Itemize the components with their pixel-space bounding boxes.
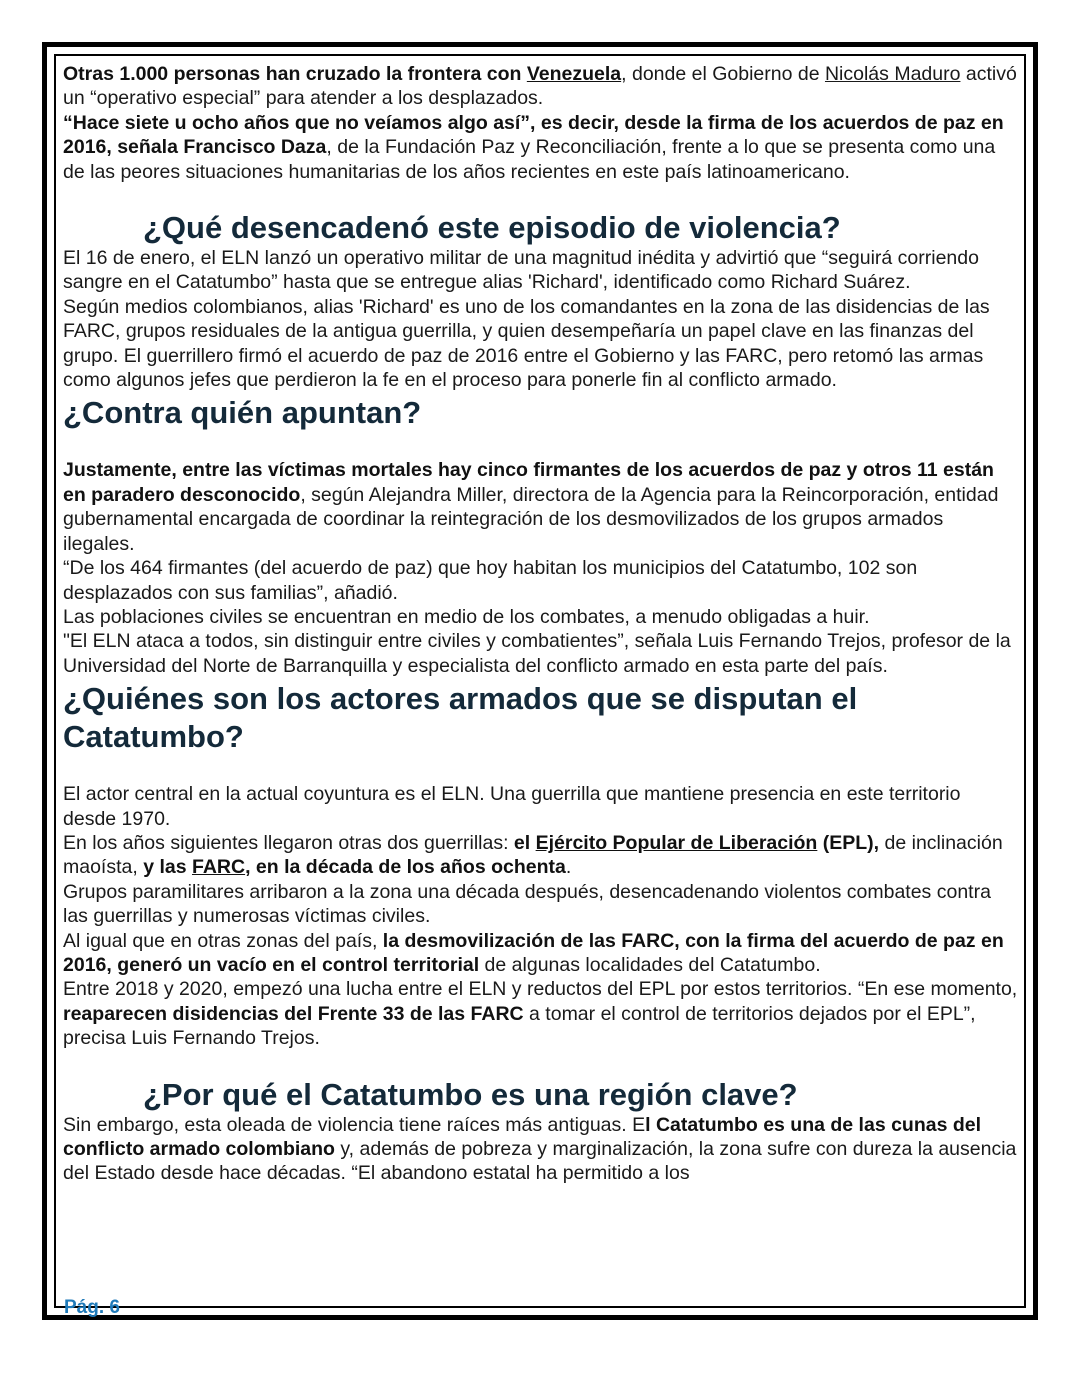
intro-paragraph-1: Otras 1.000 personas han cruzado la frontera con Venezuela, donde el Gobierno de Nicolás Maduro activó un “operativo especial” para atender a los desplazados. (63, 63, 1017, 110)
intro-paragraph-2: “Hace siete u ocho años que no veíamos algo así”, es decir, desde la firma de los acuerdos de paz en 2016, señala Francisco Daza, de la Fundación Paz y Reconciliación, frente a lo que se presenta como una de las peores situaciones humanitarias de los años recientes en este país latinoamericano. (63, 111, 1004, 183)
sec2-paragraph-1: Justamente, entre las víctimas mortales hay cinco firmantes de los acuerdos de paz y otros 11 están en paradero desconocido, según Alejandra Miller, directora de la Agencia para la Reincorporación, entidad gubernamental encargada de coordinar la reintegración de los desmovilizados de los grupos armados ilegales. (63, 459, 999, 555)
sec4-paragraph-1: Sin embargo, esta oleada de violencia tiene raíces más antiguas. El Catatumbo es una de las cunas del conflicto armado colombiano y, además de pobreza y marginalización, la zona sufre con dureza la ausencia del Estado desde hace décadas. “El abandono estatal ha permitido a los (63, 1113, 1017, 1185)
article-body (63, 62, 1018, 1186)
heading-region-clave: ¿Por qué el Catatumbo es una región clave? (143, 1076, 798, 1112)
link-ejercito-popular-de-liberacion[interactable]: Ejército Popular de Liberación (535, 831, 818, 854)
sec3-paragraph-1: El actor central en la actual coyuntura es el ELN. Una guerrilla que mantiene presencia en este territorio desde 1970. (63, 783, 961, 830)
link-venezuela[interactable]: Venezuela (526, 63, 622, 85)
sec3-paragraph-5: Entre 2018 y 2020, empezó una lucha entre el ELN y reductos del EPL por estos territorios. “En ese momento, reaparecen disidencias del Frente 33 de las FARC a tomar el control de territorios dejados por el EPL”, precisa Luis Fernando Trejos. (63, 978, 1018, 1050)
quote-bold-text: “Hace siete u ocho años que no veíamos algo así”, es decir, desde la firma de los acuerdos de paz en 2016, señala Francisco Daza (63, 111, 1004, 159)
sec2-paragraph-4: "El ELN ataca a todos, sin distinguir entre civiles y combatientes”, señala Luis Fernando Trejos, profesor de la Universidad del Norte de Barranquilla y especialista del conflicto armado en esta parte del país. (63, 630, 1011, 677)
sec3-paragraph-2: En los años siguientes llegaron otras dos guerrillas: el Ejército Popular de Liberación (EPL), de inclinación maoísta, y las FARC, en la década de los años ochenta. (63, 831, 1003, 879)
heading-que-desencadeno: ¿Qué desencadenó este episodio de violencia? (143, 210, 841, 246)
intro-bold-text: Otras 1.000 personas han cruzado la frontera con (63, 63, 527, 85)
link-nicolas-maduro[interactable]: Nicolás Maduro (824, 63, 961, 85)
sec1-paragraph-1: El 16 de enero, el ELN lanzó un operativo militar de una magnitud inédita y advirtió que “seguirá corriendo sangre en el Catatumbo” hasta que se entregue alias 'Richard', identificado como Richard Suárez. (63, 247, 979, 294)
heading-contra-quien: ¿Contra quién apuntan? (63, 395, 422, 431)
sec3-paragraph-4: Al igual que en otras zonas del país, la desmovilización de las FARC, con la firma del acuerdo de paz en 2016, generó un vacío en el control territorial de algunas localidades del Catatumbo. (63, 929, 1004, 976)
heading-actores-armados: ¿Quiénes son los actores armados que se disputan el Catatumbo? (63, 681, 858, 755)
sec2-paragraph-2: “De los 464 firmantes (del acuerdo de paz) que hoy habitan los municipios del Catatumbo, 102 son desplazados con sus familias”, añadió. (63, 557, 918, 604)
page-number: Pág. 6 (64, 1297, 120, 1318)
sec3-paragraph-3: Grupos paramilitares arribaron a la zona una década después, desencadenando violentos combates contra las guerrillas y numerosas víctimas civiles. (63, 880, 991, 928)
sec1-paragraph-2: Según medios colombianos, alias 'Richard' es uno de los comandantes en la zona de las disidencias de las FARC, grupos residuales de la antigua guerrilla, y quien desempeñaría un papel clave en las finanzas del grupo. El guerrillero firmó el acuerdo de paz de 2016 entre el Gobierno y las FARC, pero retomó las armas como algunos jefes que perdieron la fe en el proceso para ponerle fin al conflicto armado. (63, 295, 990, 392)
sec2-paragraph-3: Las poblaciones civiles se encuentran en medio de los combates, a menudo obligadas a huir. (63, 605, 870, 628)
link-farc[interactable]: FARC (192, 856, 246, 879)
